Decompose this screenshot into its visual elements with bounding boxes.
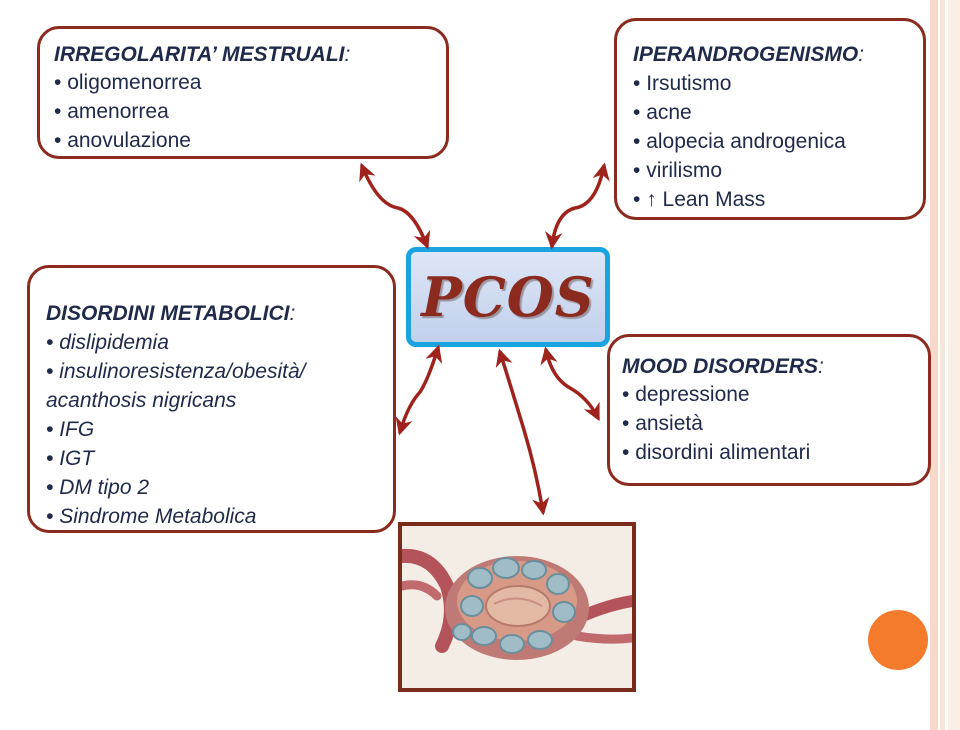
- pcos-label: PCOS: [421, 265, 595, 329]
- ovary-illustration: [398, 522, 636, 692]
- list-item-continuation: acanthosis nigricans: [46, 389, 237, 412]
- list-item: • acne: [633, 98, 923, 127]
- box-title: DISORDINI METABOLICI:: [46, 302, 296, 325]
- list-item: • anovulazione: [54, 126, 446, 155]
- arrow-menstrual: [362, 166, 427, 246]
- accent-circle: [868, 610, 928, 670]
- list-item: • DM tipo 2: [46, 473, 393, 502]
- list-item: • disordini alimentari: [622, 438, 928, 467]
- arrow-mood: [546, 350, 598, 418]
- list-item: • IFG: [46, 415, 393, 444]
- list-item: • virilismo: [633, 156, 923, 185]
- list-item: • IGT: [46, 444, 393, 473]
- box-title: MOOD DISORDERS:: [622, 355, 824, 378]
- list-item: • alopecia androgenica: [633, 127, 923, 156]
- box-title: IRREGOLARITA’ MESTRUALI:: [54, 43, 351, 66]
- list-item: • Sindrome Metabolica: [46, 502, 393, 531]
- arrow-ovary: [500, 352, 543, 512]
- list-item: • ↑ Lean Mass: [633, 185, 923, 214]
- box-title: IPERANDROGENISMO:: [633, 43, 865, 66]
- list-item: • Irsutismo: [633, 69, 923, 98]
- list-item: • dislipidemia: [46, 328, 393, 357]
- arrow-hyperandrogenism: [552, 166, 604, 246]
- list-item: • oligomenorrea: [54, 68, 446, 97]
- arrow-metabolic: [400, 348, 438, 432]
- list-item: • ansietà: [622, 409, 928, 438]
- list-item: • depressione: [622, 380, 928, 409]
- polycystic-ovary-image: [402, 526, 632, 688]
- list-item: • insulinoresistenza/obesità/: [46, 357, 393, 386]
- list-item: • amenorrea: [54, 97, 446, 126]
